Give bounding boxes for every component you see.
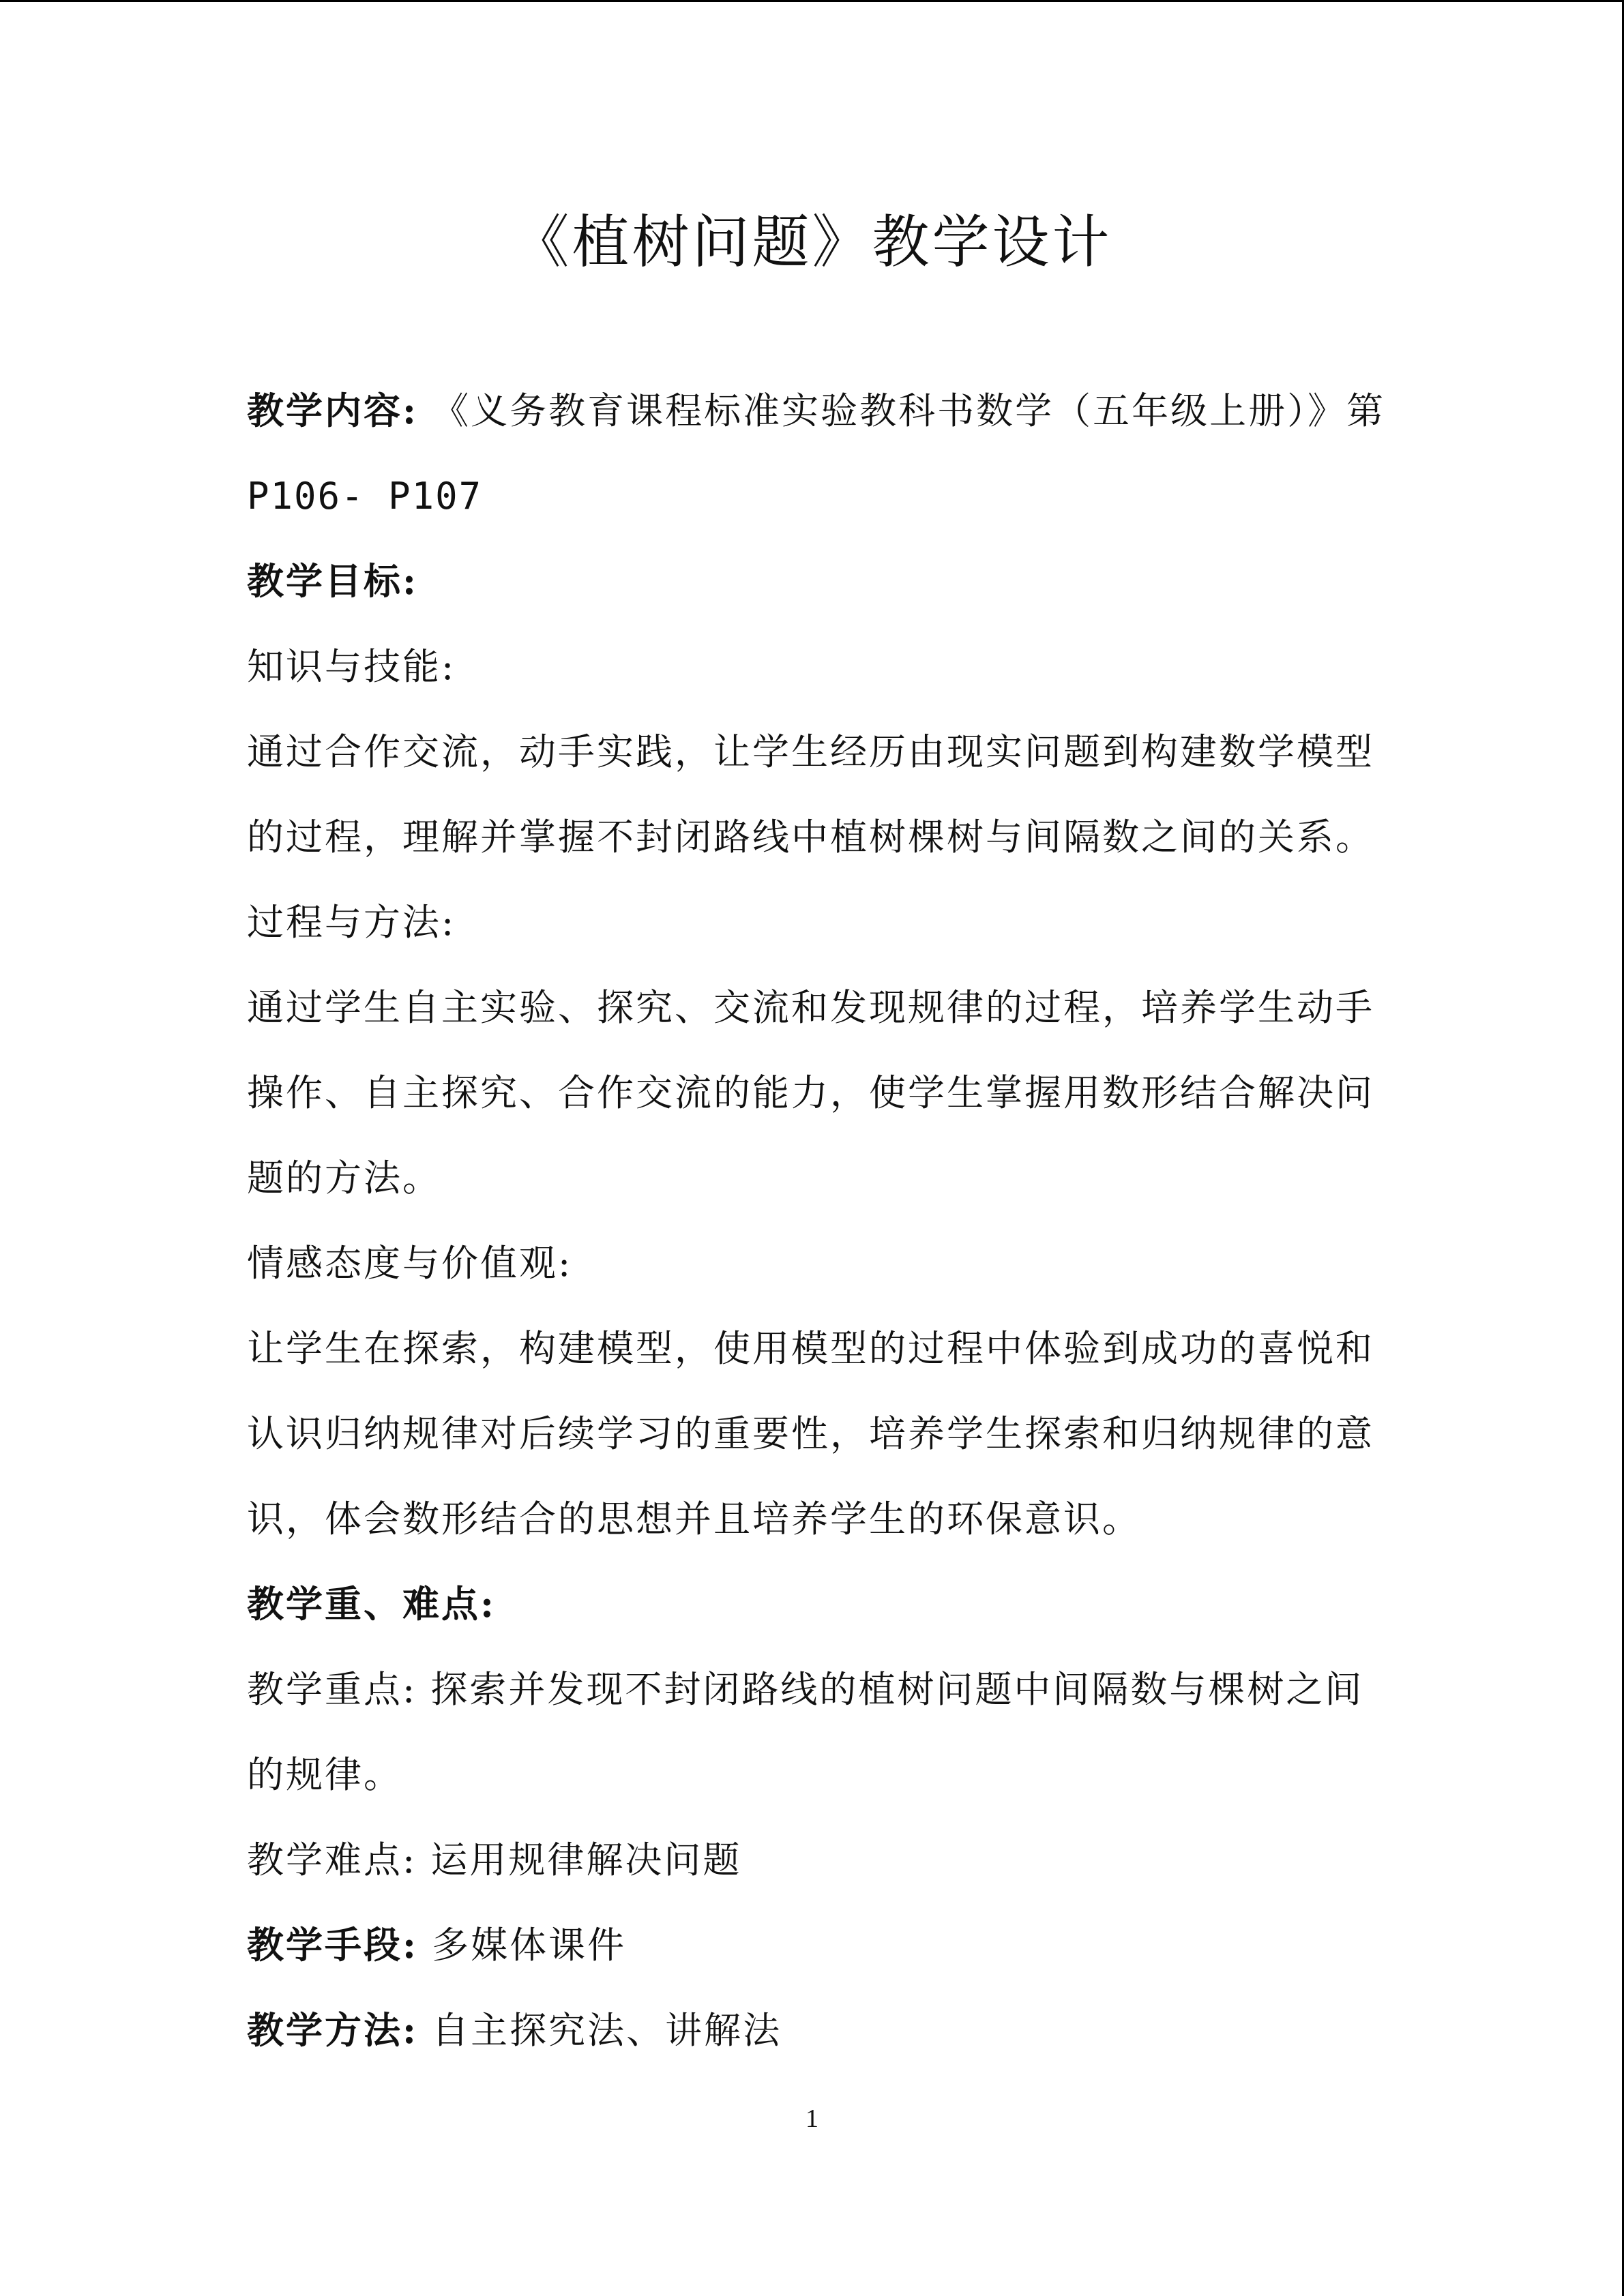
process-methods-label: 过程与方法: <box>247 901 456 944</box>
emotion-values-label: 情感态度与价值观: <box>247 1242 573 1285</box>
teaching-content-text: 《义务教育课程标准实验教科书数学（五年级上册）》第 <box>432 389 1386 432</box>
teaching-methods-value: 自主探究法、讲解法 <box>417 2009 782 2052</box>
process-methods-line: 通过学生自主实验、探究、交流和发现规律的过程，培养学生动手 <box>247 986 1374 1029</box>
page-number: 1 <box>806 2104 818 2133</box>
teaching-means-line <box>247 1903 1379 1988</box>
knowledge-skills-line: 的过程，理解并掌握不封闭路线中植树棵树与间隔数之间的关系。 <box>247 816 1374 859</box>
objectives-heading: 教学目标: <box>247 559 418 603</box>
key-points-heading: 教学重、难点: <box>247 1582 496 1626</box>
teaching-content-label: 教学内容: <box>247 389 418 432</box>
emotion-values-line: 让学生在探索，构建模型，使用模型的过程中体验到成功的喜悦和 <box>247 1327 1374 1370</box>
teaching-means-value: 多媒体课件 <box>417 1924 627 1967</box>
teaching-content-pages: P106- P107 <box>247 475 483 518</box>
teaching-methods-line <box>247 1988 1379 2073</box>
knowledge-skills-label: 知识与技能: <box>247 645 456 688</box>
teaching-content-line <box>247 368 1386 453</box>
emotion-values-line: 认识归纳规律对后续学习的重要性，培养学生探索和归纳规律的意 <box>247 1412 1374 1455</box>
page-border-top <box>0 0 1624 2</box>
knowledge-skills-line: 通过合作交流，动手实践，让学生经历由现实问题到构建数学模型 <box>247 730 1374 773</box>
teaching-difficulty-line: 教学难点: 运用规律解决问题 <box>247 1838 742 1881</box>
teaching-focus-line: 教学重点: 探索并发现不封闭路线的植树问题中间隔数与棵树之间 <box>247 1668 1364 1711</box>
process-methods-line: 题的方法。 <box>247 1157 441 1199</box>
process-methods-line: 操作、自主探究、合作交流的能力，使学生掌握用数形结合解决问 <box>247 1071 1374 1114</box>
teaching-means-label: 教学手段: <box>247 1923 418 1967</box>
emotion-values-line: 识，体会数形结合的思想并且培养学生的环保意识。 <box>247 1497 1141 1540</box>
document-body <box>247 368 1386 2073</box>
document-title: 《植树问题》教学设计 <box>512 209 1112 275</box>
teaching-methods-label: 教学方法: <box>247 2008 418 2052</box>
teaching-focus-line: 的规律。 <box>247 1753 402 1796</box>
